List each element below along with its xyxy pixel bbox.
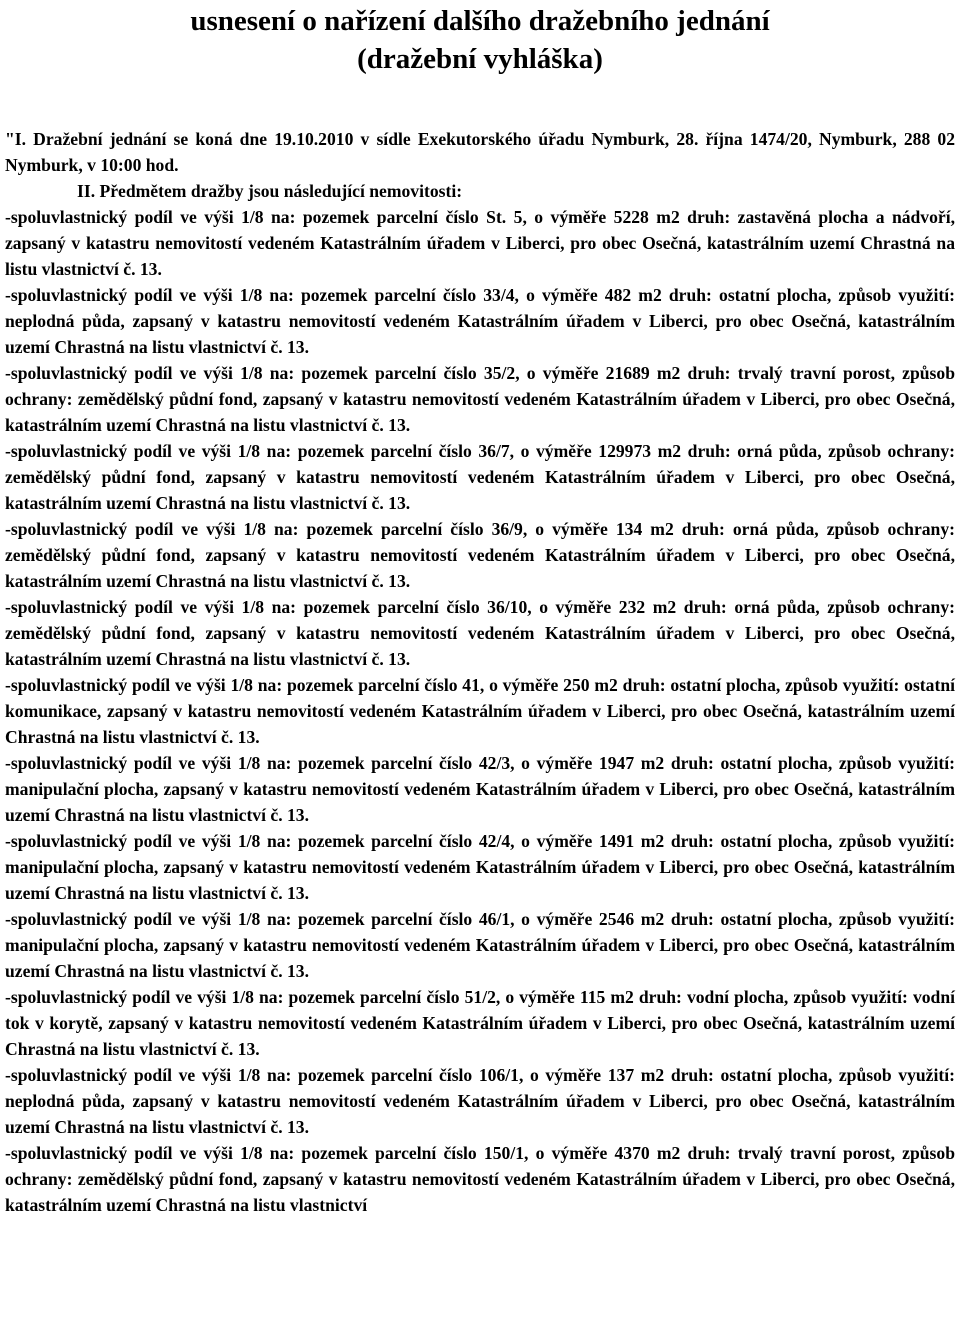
property-item: -spoluvlastnický podíl ve výši 1/8 na: pozemek parcelní číslo 46/1, o výměře 2546 m2 druh: ostatní plocha, způsob využití: manipulační plocha, zapsaný v katastru nemovitostí vedeném Katastrálním úřadem v Liberci, pro obec Osečná, katastrálním uzemí Chrastná na listu vlastnictví č. 13. — [5, 909, 955, 981]
title-line-1: usnesení o nařízení dalšího dražebního jednání — [190, 5, 770, 37]
document-body — [0, 126, 960, 1218]
title-line-2: (dražební vyhláška) — [357, 43, 603, 75]
property-item: -spoluvlastnický podíl ve výši 1/8 na: pozemek parcelní číslo 42/4, o výměře 1491 m2 druh: ostatní plocha, způsob využití: manipulační plocha, zapsaný v katastru nemovitostí vedeném Katastrálním úřadem v Liberci, pro obec Osečná, katastrálním uzemí Chrastná na listu vlastnictví č. 13. — [5, 831, 955, 903]
property-item: -spoluvlastnický podíl ve výši 1/8 na: pozemek parcelní číslo 36/10, o výměře 232 m2 druh: orná půda, způsob ochrany: zemědělský půdní fond, zapsaný v katastru nemovitostí vedeném Katastrálním úřadem v Liberci, pro obec Osečná, katastrálním uzemí Chrastná na listu vlastnictví č. 13. — [5, 597, 955, 669]
intro-paragraph: "I. Dražební jednání se koná dne 19.10.2010 v sídle Exekutorského úřadu Nymburk, 28. října 1474/20, Nymburk, 288 02 Nymburk, v 10:00 hod. — [5, 129, 955, 175]
property-item: -spoluvlastnický podíl ve výši 1/8 na: pozemek parcelní číslo 36/7, o výměře 129973 m2 druh: orná půda, způsob ochrany: zemědělský půdní fond, zapsaný v katastru nemovitostí vedeném Katastrálním úřadem v Liberci, pro obec Osečná, katastrálním uzemí Chrastná na listu vlastnictví č. 13. — [5, 441, 955, 513]
property-item: -spoluvlastnický podíl ve výši 1/8 na: pozemek parcelní číslo 36/9, o výměře 134 m2 druh: orná půda, způsob ochrany: zemědělský půdní fond, zapsaný v katastru nemovitostí vedeném Katastrálním úřadem v Liberci, pro obec Osečná, katastrálním uzemí Chrastná na listu vlastnictví č. 13. — [5, 519, 955, 591]
property-item: -spoluvlastnický podíl ve výši 1/8 na: pozemek parcelní číslo 41, o výměře 250 m2 druh: ostatní plocha, způsob využití: ostatní komunikace, zapsaný v katastru nemovitostí vedeném Katastrálním úřadem v Liberci, pro obec Osečná, katastrálním uzemí Chrastná na listu vlastnictví č. 13. — [5, 675, 955, 747]
property-item: -spoluvlastnický podíl ve výši 1/8 na: pozemek parcelní číslo 51/2, o výměře 115 m2 druh: vodní plocha, způsob využití: vodní tok v korytě, zapsaný v katastru nemovitostí vedeném Katastrálním úřadem v Liberci, pro obec Osečná, katastrálním uzemí Chrastná na listu vlastnictví č. 13. — [5, 987, 955, 1059]
property-item: -spoluvlastnický podíl ve výši 1/8 na: pozemek parcelní číslo 106/1, o výměře 137 m2 druh: ostatní plocha, způsob využití: neplodná půda, zapsaný v katastru nemovitostí vedeném Katastrálním úřadem v Liberci, pro obec Osečná, katastrálním uzemí Chrastná na listu vlastnictví č. 13. — [5, 1065, 955, 1137]
property-item: -spoluvlastnický podíl ve výši 1/8 na: pozemek parcelní číslo 35/2, o výměře 21689 m2 druh: trvalý travní porost, způsob ochrany: zemědělský půdní fond, zapsaný v katastru nemovitostí vedeném Katastrálním úřadem v Liberci, pro obec Osečná, katastrálním uzemí Chrastná na listu vlastnictví č. 13. — [5, 363, 955, 435]
property-item: -spoluvlastnický podíl ve výši 1/8 na: pozemek parcelní číslo St. 5, o výměře 5228 m2 druh: zastavěná plocha a nádvoří, zapsaný v katastru nemovitostí vedeném Katastrálním úřadem v Liberci, pro obec Osečná, katastrálním uzemí Chrastná na listu vlastnictví č. 13. — [5, 207, 955, 279]
document-title — [0, 0, 960, 78]
property-item: -spoluvlastnický podíl ve výši 1/8 na: pozemek parcelní číslo 150/1, o výměře 4370 m2 druh: trvalý travní porost, způsob ochrany: zemědělský půdní fond, zapsaný v katastru nemovitostí vedeném Katastrálním úřadem v Liberci, pro obec Osečná, katastrálním uzemí Chrastná na listu vlastnictví — [5, 1143, 955, 1215]
property-item: -spoluvlastnický podíl ve výši 1/8 na: pozemek parcelní číslo 42/3, o výměře 1947 m2 druh: ostatní plocha, způsob využití: manipulační plocha, zapsaný v katastru nemovitostí vedeném Katastrálním úřadem v Liberci, pro obec Osečná, katastrálním uzemí Chrastná na listu vlastnictví č. 13. — [5, 753, 955, 825]
property-item: -spoluvlastnický podíl ve výši 1/8 na: pozemek parcelní číslo 33/4, o výměře 482 m2 druh: ostatní plocha, způsob využití: neplodná půda, zapsaný v katastru nemovitostí vedeném Katastrálním úřadem v Liberci, pro obec Osečná, katastrálním uzemí Chrastná na listu vlastnictví č. 13. — [5, 285, 955, 357]
subject-heading: II. Předmětem dražby jsou následující nemovitosti: — [77, 181, 463, 201]
